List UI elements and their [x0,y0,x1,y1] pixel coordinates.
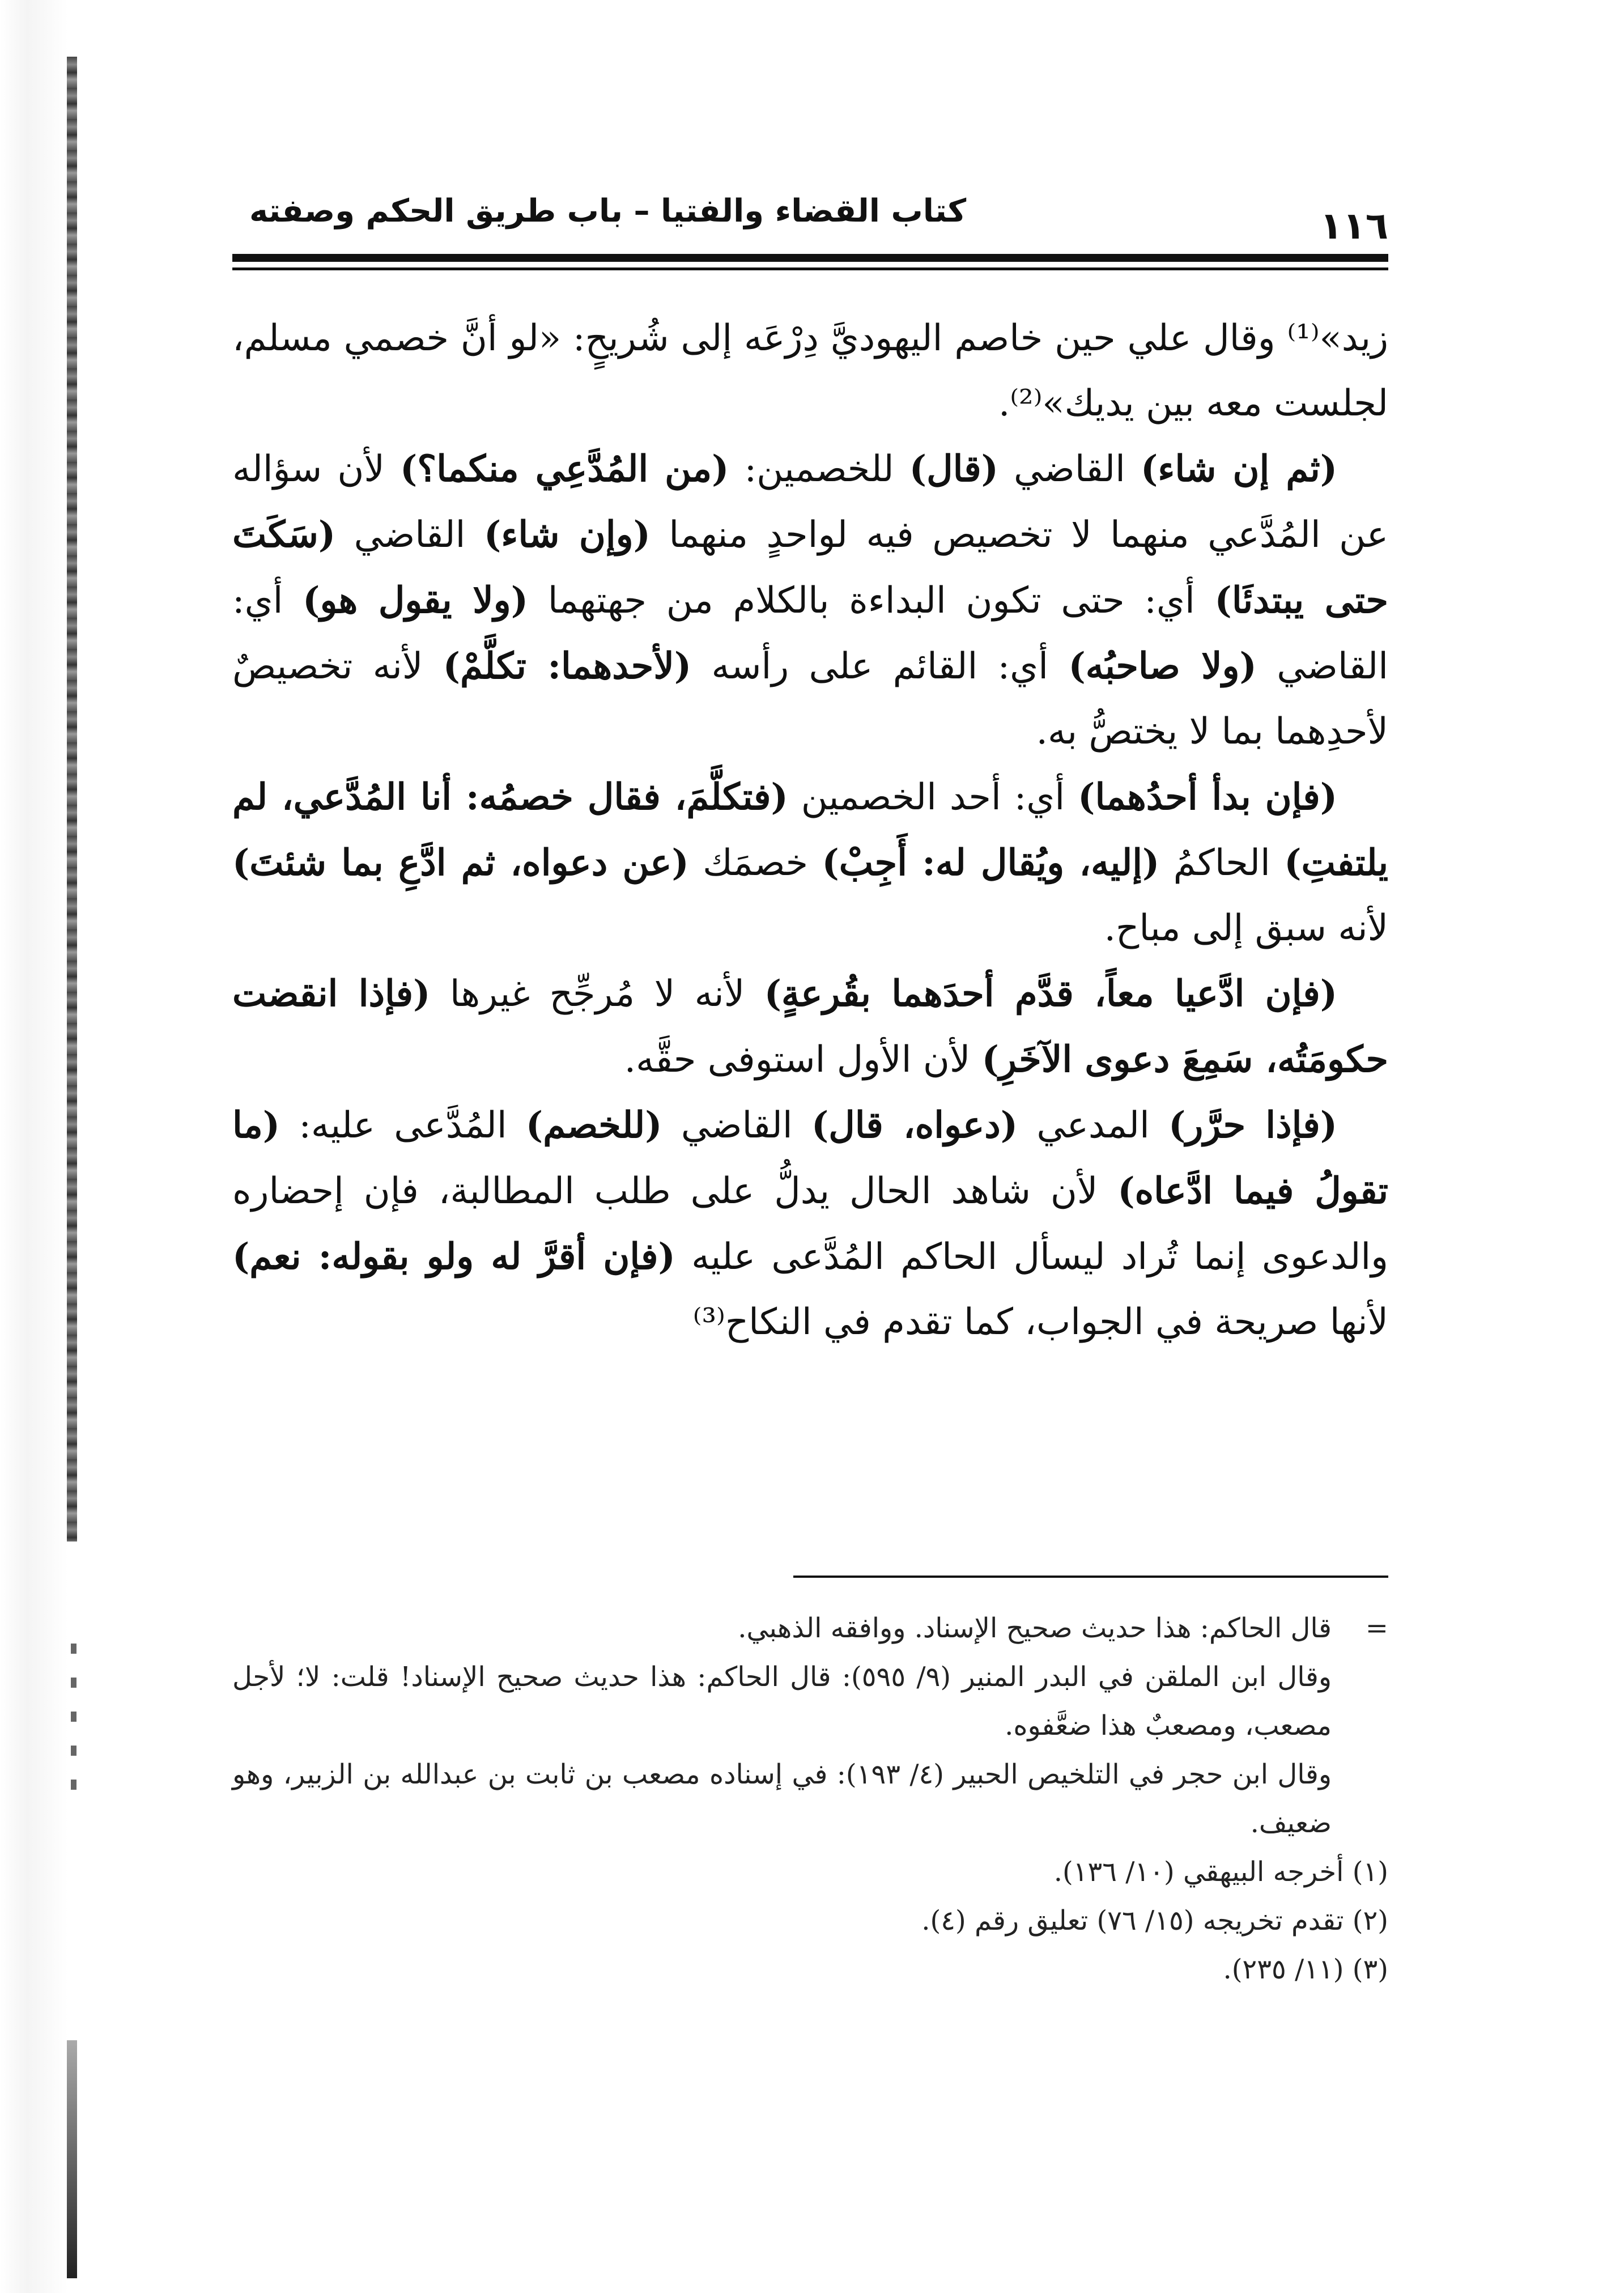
matn-text: (دعواه، قال) [811,1104,1018,1146]
matn-text: (فإن أقرَّ له ولو بقوله: نعم) [232,1235,675,1278]
matn-text: (فإذا انقضت حكومَتُه، سَمِعَ دعوى الآخَرِ) [232,973,1388,1081]
matn-text: (إليه، ويُقال له: أَجِبْ) [822,842,1160,884]
sharh-text: لأنه لا مُرجِّح غيرها [430,973,764,1015]
sharh-text: للخصمين: [729,448,909,490]
paragraph-1: زيد»⁽¹⁾ وقال علي حين خاصم اليهوديَّ دِرْعَه إلى شُريحٍ: «لو أنَّ خصمي مسلم، لجلست معه بين يديك»⁽²⁾. [232,317,1389,424]
paragraph-2 [232,436,1388,765]
sharh-text: القاضي [998,448,1141,490]
matn-text: (من المُدَّعِي منكما؟) [400,448,729,490]
matn-text: (فإذا حرَّر) [1168,1104,1338,1146]
footnote-3: (٣) (١١/ ٢٣٥). [1223,1954,1388,1985]
matn-text: (ولا صاحبُه) [1068,645,1257,687]
footnote-2: (٢) تقدم تخريجه (١٥/ ٧٦) تعليق رقم (٤). [921,1905,1388,1937]
matn-text: (وإن شاء) [483,513,651,556]
footnotes [232,1604,1388,1994]
sharh-text: أي: حتى تكون البداءة بالكلام من جهتهما [528,580,1215,622]
matn-text: (سَكَتَ حتى يبتدئَا) [232,513,1389,622]
header-rule-thin [232,267,1388,270]
footnote-text: وقال ابن الملقن في البدر المنير (٩/ ٥٩٥): قال الحاكم: هذا حديث صحيح الإسناد! قلت: لا؛ لأجل مصعب، ومصعبٌ هذا ضعَّفوه. [232,1661,1332,1742]
sharh-text: لأن سؤاله عن المُدَّعي منهما لا تخصيص فيه لواحدٍ منهما [232,448,1389,556]
paragraph-3 [232,765,1388,961]
sharh-text: أي: أحد الخصمين [788,776,1078,818]
sharh-text: القاضي [662,1105,811,1146]
main-text [232,306,1388,1355]
sharh-text: الحاكمُ [1159,842,1285,884]
sharh-text: المدعي [1018,1105,1169,1146]
book-page [232,170,1388,2154]
paragraph-5 [232,1093,1388,1355]
page-number: ١١٦ [1320,204,1388,248]
footnote-1: (١) أخرجه البيهقي (١٠/ ١٣٦). [1053,1856,1388,1888]
page-header [232,170,1388,249]
footnote-text: قال الحاكم: هذا حديث صحيح الإسناد. ووافقه الذهبي. [738,1612,1332,1644]
matn-text: (عن دعواه، ثم ادَّعِ بما شئتَ) [232,842,689,884]
scan-binding-shadow-bottom [67,2040,77,2278]
running-title: كتاب القضاء والفتيا – باب طريق الحكم وصفته [249,193,967,230]
matn-text: (ما تقولُ فيما ادَّعاه) [232,1104,1389,1212]
matn-text: (للخصم) [525,1104,662,1146]
matn-text: (ثم إن شاء) [1141,448,1338,490]
sharh-text: خصمَك [688,842,822,884]
matn-text: (فإن ادَّعيا معاً، قدَّم أحدَهما بقُرعةٍ) [764,973,1338,1015]
footnote-text: وقال ابن حجر في التلخيص الحبير (٤/ ١٩٣): في إسناده مصعب بن ثابت بن عبدالله بن الزبير، وهو ضعيف. [232,1759,1332,1839]
matn-text: (فإن بدأ أحدُهما) [1078,776,1338,818]
header-rule-thick [232,254,1388,262]
matn-text: (لأحدهما: تكلَّمْ) [443,645,692,687]
matn-text: (قال) [909,448,998,490]
sharh-text: لأن شاهد الحال يدلُّ على طلب المطالبة، فإن إحضاره والدعوى إنما تُراد ليسأل الحاكم المُدَّعى عليه [232,1170,1389,1278]
sharh-text: لأنها صريحة في الجواب، كما تقدم في النكاح⁽³⁾ [692,1301,1388,1343]
paragraph-4 [232,961,1388,1093]
sharh-text: أي: القائم على رأسه [691,646,1069,687]
scan-binding-marks [71,1644,76,1814]
sharh-text: أي: القاضي [232,580,1389,687]
footnote-separator [793,1576,1388,1578]
sharh-text: لأنه سبق إلى مباح. [1104,907,1388,949]
matn-text: (فتكلَّمَ، فقال خصمُه: أنا المُدَّعي، لم يلتفتِ) [232,776,1389,884]
sharh-text: لأن الأول استوفى حقَّه. [624,1039,982,1081]
footnote-continuation [232,1604,1388,1653]
scan-edge [0,0,68,2293]
matn-text: (ولا يقول هو) [303,579,528,622]
sharh-text: لأنه تخصيصٌ لأحدِهما بما لا يختصُّ به. [232,646,1388,753]
continuation-marker: = [1365,1612,1388,1644]
scan-binding-shadow [67,57,77,1542]
sharh-text: القاضي [335,514,484,556]
sharh-text: المُدَّعى عليه: [280,1105,526,1146]
